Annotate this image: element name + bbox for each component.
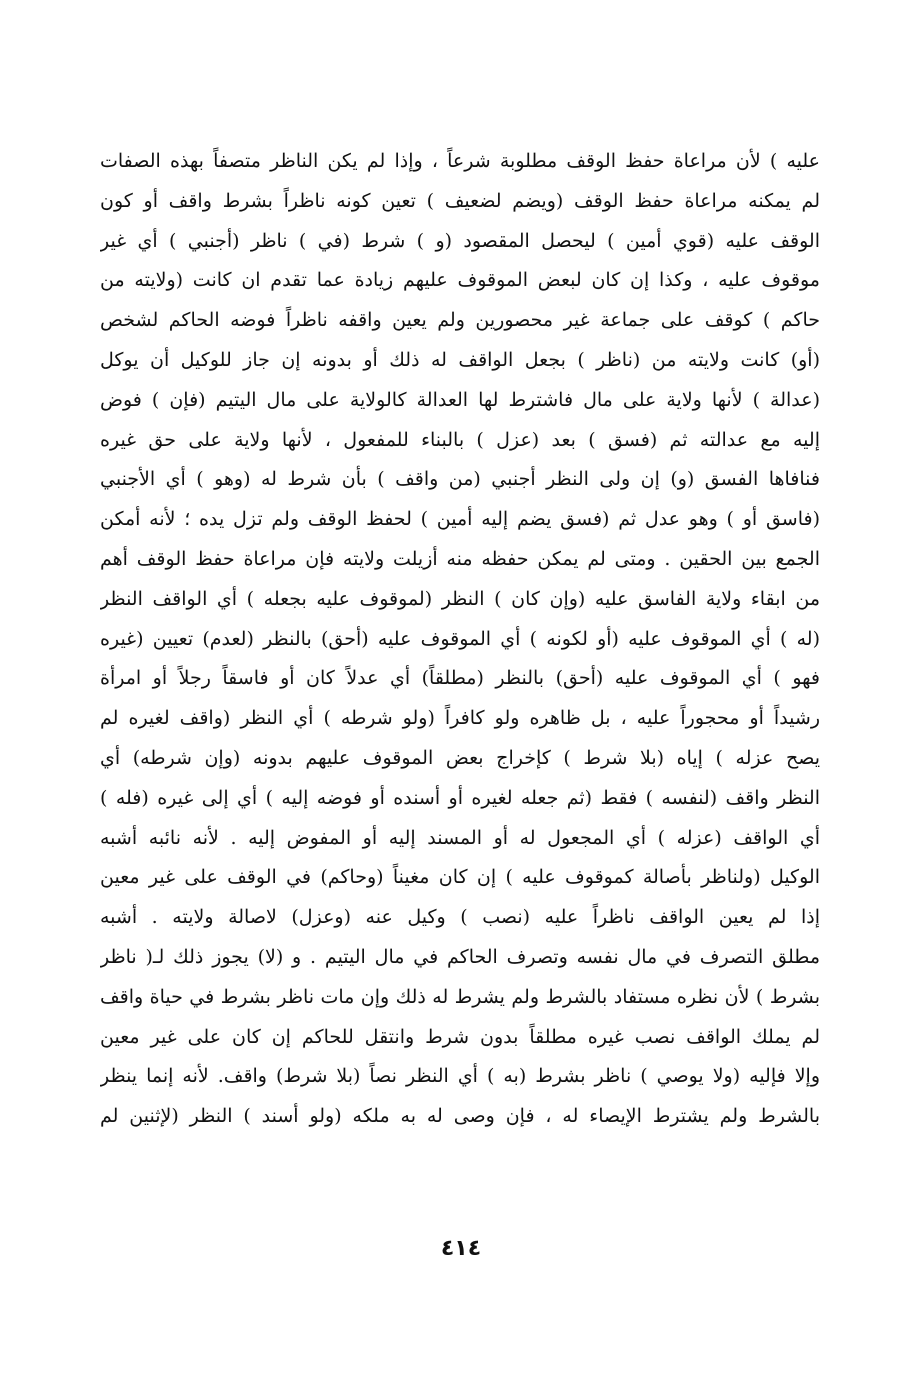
page-number: ٤١٤ bbox=[440, 1236, 482, 1261]
text-line: لم يملك الواقف نصب غيره مطلقاً بدون شرط وانتقل للحاكم إن كان على غير معين bbox=[100, 1025, 820, 1048]
text-line: يصح عزله ) إياه (بلا شرط ) كإخراج بعض الموقوف عليهم بدونه (وإن شرطه) أي bbox=[100, 746, 820, 769]
text-line: (أو) كانت ولايته من (ناظر ) بجعل الواقف له ذلك أو بدونه إن جاز للوكيل أن يوكل bbox=[100, 348, 820, 371]
text-line: حاكم ) كوقف على جماعة غير محصورين ولم يعين واقفه ناظراً فوضه الحاكم لشخص bbox=[100, 309, 820, 332]
text-line: (له ) أي الموقوف عليه (أو لكونه ) أي الموقوف عليه (أحق) بالنظر (لعدم) تعيين (غيره bbox=[100, 627, 820, 650]
text-line: موقوف عليه ، وكذا إن كان لبعض الموقوف عليهم زيادة عما تقدم ان كانت (ولايته من bbox=[100, 269, 820, 292]
text-line: إذا لم يعين الواقف ناظراً عليه (نصب ) وكيل عنه (وعزل) لاصالة ولايته . أشبه bbox=[100, 906, 820, 929]
text-line: الوقف عليه (قوي أمين ) ليحصل المقصود (و ) شرط (في ) ناظر (أجنبي ) أي غير bbox=[100, 229, 820, 252]
text-line: من ابقاء ولاية الفاسق عليه (وإن كان ) النظر (لموقوف عليه بجعله ) أي الواقف النظر bbox=[100, 587, 820, 610]
text-line: الوكيل (ولناظر بأصالة كموقوف عليه ) إن كان مغيناً (وحاكم) في الوقف على غير معين bbox=[100, 866, 820, 889]
text-line: لم يمكنه مراعاة حفظ الوقف (ويضم لضعيف ) تعين كونه ناظراً بشرط واقف أو كون bbox=[100, 189, 820, 212]
text-line: مطلق التصرف في مال نفسه وتصرف الحاكم في مال اليتيم . و (لا) يجوز ذلك لـ( ناظر bbox=[100, 945, 820, 968]
text-line: النظر واقف (لنفسه ) فقط (ثم جعله لغيره أو أسنده أو فوضه إليه ) أي إلى غيره (فله ) bbox=[100, 786, 820, 809]
text-line: الجمع بين الحقين . ومتى لم يمكن حفظه منه أزيلت ولايته فإن مراعاة حفظ الوقف أهم bbox=[100, 547, 820, 570]
text-line: بالشرط ولم يشترط الإيصاء له ، فإن وصى له به ملكه (ولو أسند ) النظر (لإثنين لم bbox=[100, 1105, 820, 1128]
text-line: إليه مع عدالته ثم (فسق ) بعد (عزل ) بالبناء للمفعول ، لأنها ولاية على حق غيره bbox=[100, 428, 820, 451]
text-line: رشيداً أو محجوراً عليه ، بل ظاهره ولو كافراً (ولو شرطه ) أي النظر (واقف لغيره لم bbox=[100, 707, 820, 730]
text-line: عليه ) لأن مراعاة حفظ الوقف مطلوبة شرعاً ، وإذا لم يكن الناظر متصفاً بهذه الصفات bbox=[100, 150, 820, 172]
text-line: (عدالة ) لأنها ولاية على مال فاشترط لها العدالة كالولاية على مال اليتيم (فإن ) فوض bbox=[100, 388, 820, 411]
text-line: أي الواقف (عزله ) أي المجعول له أو المسند إليه أو المفوض إليه . لأنه نائبه أشبه bbox=[100, 826, 820, 849]
text-line: (فاسق أو ) وهو عدل ثم (فسق يضم إليه أمين ) لحفظ الوقف ولم تزل يده ؛ لأنه أمكن bbox=[100, 508, 820, 531]
text-line: بشرط ) لأن نظره مستفاد بالشرط ولم يشرط له ذلك وإن مات ناظر بشرط في حياة واقف bbox=[100, 985, 820, 1008]
text-line: وإلا فإليه (ولا يوصي ) ناظر بشرط (به ) أي النظر نصاً (بلا شرط) واقف. لأنه إنما ينظر bbox=[100, 1065, 820, 1088]
text-line: فنافاها الفسق (و) إن ولى النظر أجنبي (من واقف ) بأن شرط له (وهو ) أي الأجنبي bbox=[100, 468, 820, 491]
text-line: فهو ) أي الموقوف عليه (أحق) بالنظر (مطلقاً) أي عدلاً كان أو فاسقاً رجلاً أو امرأة bbox=[100, 667, 820, 690]
body-text bbox=[100, 142, 820, 1137]
